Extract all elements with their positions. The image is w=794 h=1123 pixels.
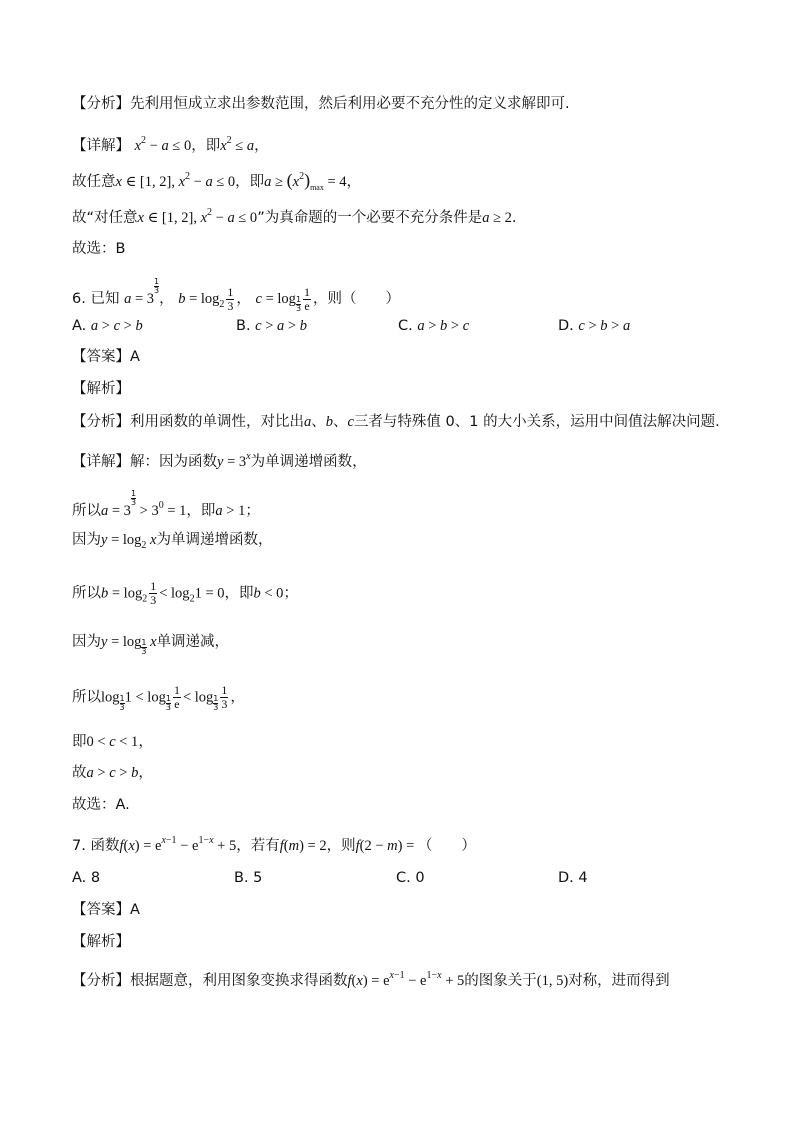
choice-line-5: 故选：B [72, 241, 126, 257]
detail-6-line-1: 【详解】解：因为函数$y = 3^x$为单调递增函数， [72, 451, 367, 470]
analysis-7: 【分析】根据题意，利用图象变换求得函数$f(x) = e^{x-1} - e^{1-x} + 5$的图象关于(1, 5)对称，进而得到 [72, 970, 670, 989]
option-c-7: C. 0 [396, 870, 425, 886]
explanation-7: 【解析】 [72, 934, 130, 950]
text-fragment: ，则 [326, 838, 356, 854]
option-a-6: A. a > c > b [72, 318, 143, 334]
text-fragment: 单调递减， [156, 634, 230, 650]
question-6: 6. 已知 a = 3 $\frac{1}{3}$ ， $b = \log_2$ $\frac{1}{3}$ ， c = log $\frac{1}{3}$ $\frac{1}{e}$ ，则（ ） [72, 277, 401, 313]
text-fragment: ，即 [186, 503, 216, 519]
option-b-6: B. c > a > b [236, 318, 307, 334]
explanation-6: 【解析】 [72, 381, 130, 397]
text-fragment: ，即 [224, 585, 254, 602]
answer-6: 【答案】A [72, 349, 140, 365]
text-fragment: ，即 [235, 174, 265, 190]
detail-label: 【详解】 [72, 138, 130, 154]
analysis-line-1: 【分析】先利用恒成立求出参数范围，然后利用必要不充分性的定义求解即可. [72, 96, 570, 112]
text-fragment: 因为 [72, 634, 101, 650]
text-fragment: （ ） [417, 838, 476, 854]
text-fragment: 为单调递增函数， [156, 532, 273, 548]
question-6-stem: 6. 已知 [72, 291, 120, 307]
text-fragment: 即 [72, 734, 87, 750]
question-7: 7. 函数$f(x) = e^{x-1} - e^{1-x} + 5$，若有f(m) = 2，则f(2 − m) = （ ） [72, 835, 476, 854]
detail-6-line-6: 所以log $\frac{1}{3}$ 1 < log $\frac{1}{3}$ $\frac{1}{e}$ < log $\frac{1}{3}$ $\frac{1}{3}$ ， [72, 683, 245, 712]
text-fragment: 对称，进而得到 [568, 973, 670, 989]
detail-line-1: 【详解】 $x^2 - a \le 0$，即$x^2 \le a$， [72, 135, 269, 154]
text-fragment: 的图象关于 [464, 973, 537, 989]
text-fragment: ，若有 [236, 838, 280, 854]
detail-6-line-5: 因为y = log $\frac{1}{3}$ x单调递减， [72, 634, 230, 656]
detail-line-3: 故“对任意x ∈ [1, 2], $x^2 - a \le 0$”为真命题的一个必要不充分条件是a ≥ 2. [72, 207, 517, 226]
detail-6-line-7: 即0 < c < 1， [72, 734, 153, 750]
detail-line-2: 故任意x ∈ [1, 2], $x^2 - a \le 0$，即$a \ge (x^2)_{max} = 4$， [72, 170, 362, 192]
text-fragment: 所以 [72, 503, 101, 519]
analysis-6: 【分析】利用函数的单调性，对比出a、b、c三者与特殊值 0、1 的大小关系，运用中间值法解决问题. [72, 414, 720, 430]
text-fragment: 为单调递增函数， [250, 454, 367, 470]
option-a-7: A. 8 [72, 870, 101, 886]
text-fragment: 故 [72, 765, 87, 781]
detail-6-line-3: 因为$y = \log_2 x$为单调递增函数， [72, 532, 273, 551]
text-fragment: 故“对任意 [72, 210, 138, 226]
text-fragment: ”为真命题的一个必要不充分条件是 [257, 210, 483, 226]
text-fragment: ，则（ ） [313, 291, 401, 307]
detail-6-line-8: 故a > c > b， [72, 765, 153, 781]
question-7-stem: 7. 函数 [72, 838, 120, 854]
text-fragment: 所以 [72, 689, 101, 706]
option-d-7: D. 4 [558, 870, 588, 886]
text-fragment: ，即 [191, 138, 221, 154]
text-fragment: 所以 [72, 585, 101, 602]
option-b-7: B. 5 [234, 870, 263, 886]
answer-7: 【答案】A [72, 902, 140, 918]
text-fragment: 【分析】根据题意，利用图象变换求得函数 [72, 973, 348, 989]
option-d-6: D. c > b > a [558, 318, 631, 334]
detail-6-line-2: 所以a = 3 $\frac{1}{3}$ > $3^0 = 1$，即a > 1； [72, 489, 260, 519]
text-fragment: 三者与特殊值 0、1 的大小关系，运用中间值法解决问题. [353, 414, 720, 430]
option-c-6: C. a > b > c [398, 318, 470, 334]
text-fragment: 【详解】解：因为函数 [72, 454, 217, 470]
text-fragment: 故任意 [72, 174, 116, 190]
choice-6: 故选：A. [72, 797, 130, 813]
detail-6-line-4: 所以$b = \log_2$ $\frac{1}{3}$ < $\log_21 = 0$，即b < 0； [72, 579, 298, 607]
text-fragment: 因为 [72, 532, 101, 548]
text-fragment: 【分析】利用函数的单调性，对比出 [72, 414, 304, 430]
